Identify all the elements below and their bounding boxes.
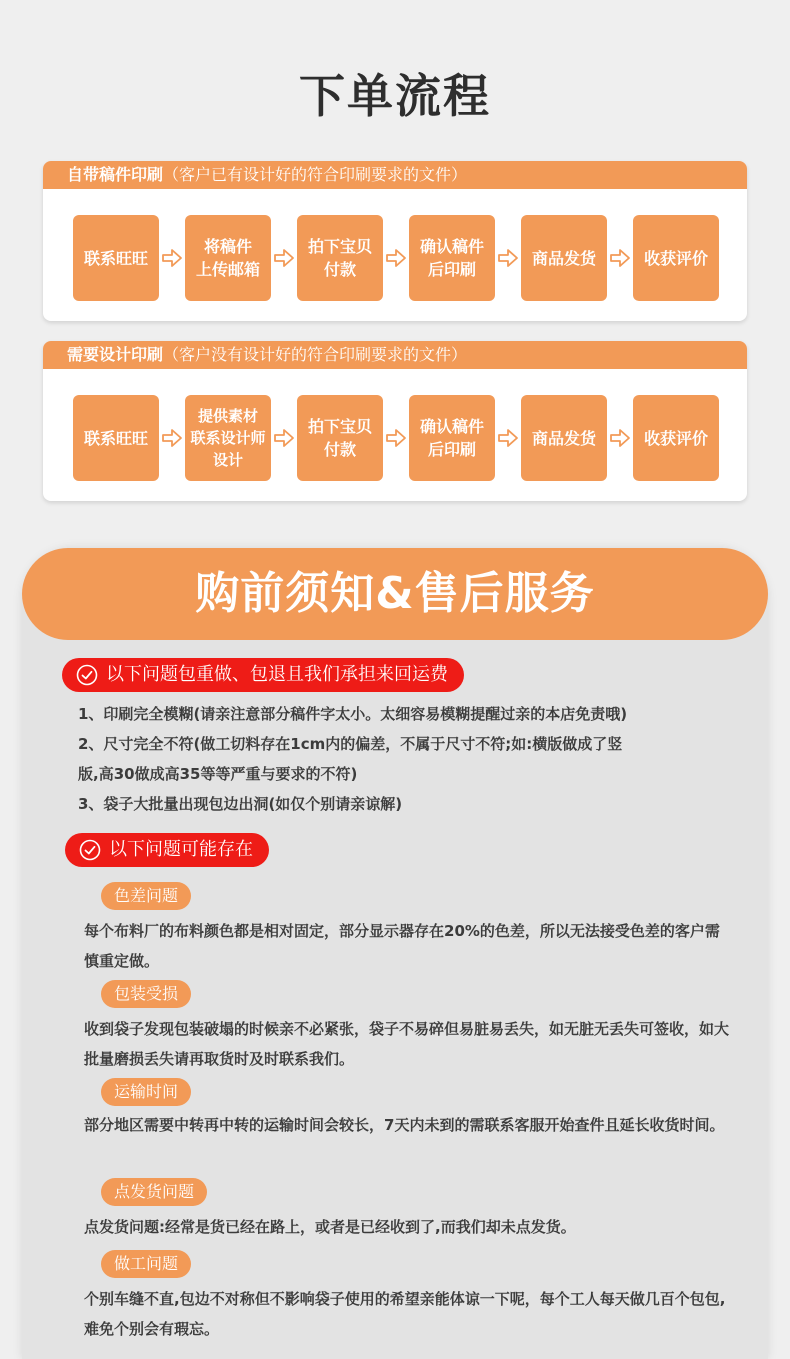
tag-workmanship: 做工问题	[101, 1250, 191, 1278]
step-order-pay: 拍下宝贝 付款	[297, 395, 383, 481]
check-circle-icon	[79, 839, 101, 861]
list-item: 2、尺寸完全不符(做工切料存在1cm内的偏差，不属于尺寸不符;如:横版做成了竖	[78, 735, 623, 753]
topic-text: 每个布料厂的布料颜色都是相对固定，部分显示器存在20%的色差，所以无法接受色差的客户需慎重定做。	[84, 922, 720, 970]
arrow-right-icon	[607, 215, 633, 301]
step-review: 收获评价	[633, 395, 719, 481]
list-item: 3、袋子大批量出现包边出洞(如仅个别请亲谅解)	[78, 795, 403, 813]
possible-issues-label: 以下问题可能存在	[109, 839, 253, 860]
arrow-right-icon	[159, 395, 185, 481]
arrow-right-icon	[271, 395, 297, 481]
step-order-pay: 拍下宝贝 付款	[297, 215, 383, 301]
process-steps	[73, 395, 719, 481]
process-header	[43, 341, 747, 369]
step-provide-materials: 提供素材 联系设计师 设计	[185, 395, 271, 481]
process-header	[43, 161, 747, 189]
list-item: 版,高30做成高35等等严重与要求的不符)	[78, 765, 358, 783]
list-item: 1、印刷完全模糊(请亲注意部分稿件字太小。太细容易模糊提醒过亲的本店免责哦)	[78, 705, 628, 723]
arrow-right-icon	[607, 395, 633, 481]
process-need-design	[43, 341, 747, 501]
process-note: （客户已有设计好的符合印刷要求的文件）	[163, 165, 468, 184]
possible-issues-badge	[65, 833, 269, 867]
topic-text: 收到袋子发现包装破塌的时候亲不必紧张，袋子不易碎但易脏易丢失，如无脏无丢失可签收，如大批量磨损丢失请再取货时及时联系我们。	[84, 1020, 730, 1068]
tag-color-difference: 色差问题	[101, 882, 191, 910]
step-ship: 商品发货	[521, 215, 607, 301]
guarantee-label: 以下问题包重做、包退且我们承担来回运费	[106, 664, 448, 685]
process-own-file	[43, 161, 747, 321]
process-steps	[73, 215, 719, 301]
topic-text: 部分地区需要中转再中转的运输时间会较长，7天内未到的需联系客服开始查件且延长收货时间。	[84, 1116, 725, 1134]
process-note: （客户没有设计好的符合印刷要求的文件）	[163, 345, 468, 364]
step-confirm-print: 确认稿件 后印刷	[409, 395, 495, 481]
process-title: 需要设计印刷	[67, 345, 164, 364]
process-title: 自带稿件印刷	[67, 165, 164, 184]
step-upload-file: 将稿件 上传邮箱	[185, 215, 271, 301]
tag-shipping-time: 运输时间	[101, 1078, 191, 1106]
arrow-right-icon	[495, 215, 521, 301]
step-ship: 商品发货	[521, 395, 607, 481]
notice-header: 购前须知&售后服务	[22, 548, 768, 640]
tag-ship-marking: 点发货问题	[101, 1178, 207, 1206]
page-title: 下单流程	[299, 69, 491, 123]
arrow-right-icon	[495, 395, 521, 481]
tag-package-damage: 包装受损	[101, 980, 191, 1008]
step-contact-wangwang: 联系旺旺	[73, 215, 159, 301]
step-confirm-print: 确认稿件 后印刷	[409, 215, 495, 301]
notice-panel	[22, 548, 768, 1359]
topic-text: 点发货问题:经常是货已经在路上，或者是已经收到了,而我们却未点发货。	[84, 1218, 576, 1236]
arrow-right-icon	[383, 215, 409, 301]
arrow-right-icon	[159, 215, 185, 301]
arrow-right-icon	[271, 215, 297, 301]
guarantee-badge	[62, 658, 464, 692]
step-review: 收获评价	[633, 215, 719, 301]
check-circle-icon	[76, 664, 98, 686]
topic-text: 个别车缝不直,包边不对称但不影响袋子使用的希望亲能体谅一下呢，每个工人每天做几百个包包,难免个别会有瑕忘。	[84, 1290, 726, 1338]
arrow-right-icon	[383, 395, 409, 481]
step-contact-wangwang: 联系旺旺	[73, 395, 159, 481]
